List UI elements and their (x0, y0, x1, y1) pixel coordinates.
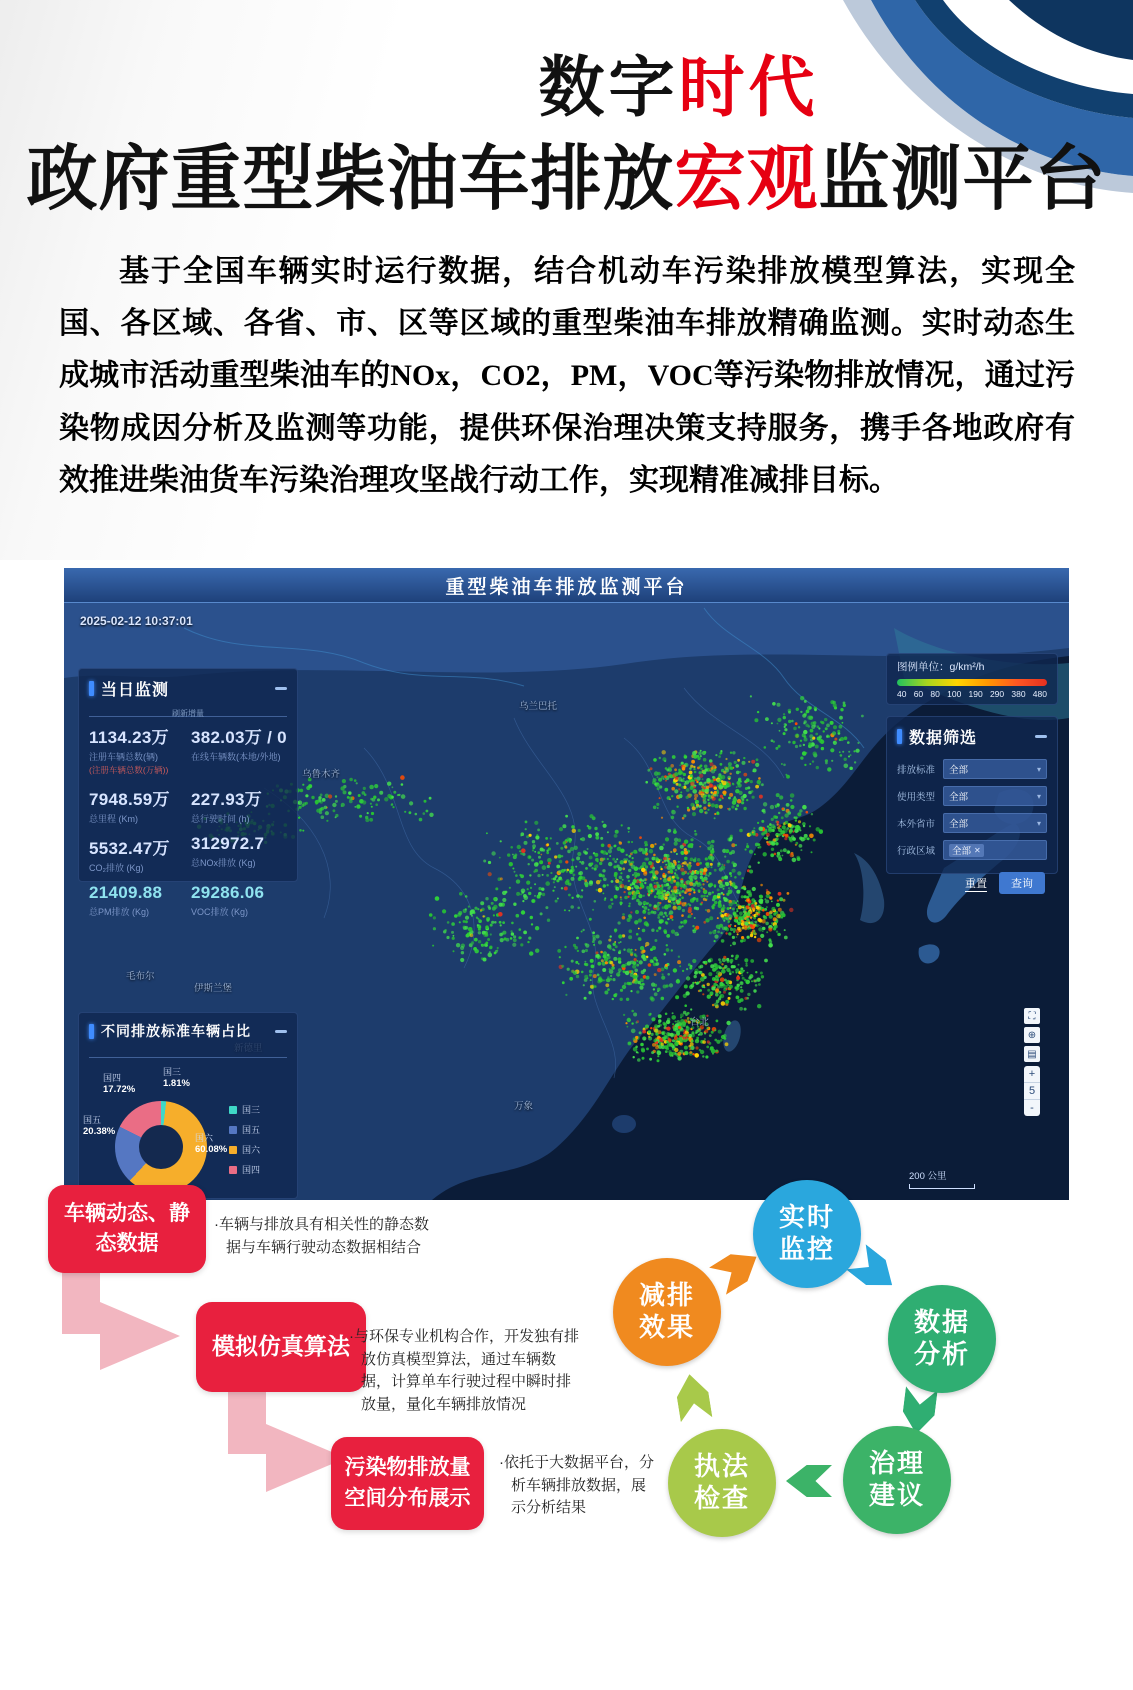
flow-desc-distribution: ·依托于大数据平台，分析车辆排放数据，展示分析结果 (499, 1454, 654, 1516)
donut-legend (229, 1103, 260, 1183)
scale-bar: 200 公里 (909, 1168, 975, 1189)
filter-row-emission-standard: 排放标准 全部 ▾ (897, 759, 1047, 779)
stat-co2: 5532.47万 CO₂排放 (Kg) (89, 839, 170, 873)
remove-tag-icon[interactable]: ✕ (974, 845, 981, 855)
collapse-icon[interactable] (275, 687, 287, 690)
reset-button[interactable]: 重置 (965, 875, 987, 892)
fullscreen-icon[interactable]: ⛶ (1024, 1008, 1040, 1024)
zoom-level: 5 (1024, 1082, 1040, 1100)
dashboard-header (64, 568, 1069, 603)
legend-swatch (229, 1126, 237, 1134)
stats-grid (79, 717, 297, 924)
map-label: 乌鲁木齐 (302, 769, 341, 780)
collapse-icon[interactable] (275, 1030, 287, 1033)
chevron-down-icon: ▾ (1036, 764, 1041, 774)
intro-paragraph: 基于全国车辆实时运行数据，结合机动车污染排放模型算法，实现全国、各区域、各省、市、区等区域的重型柴油车排放精确监测。实时动态生成城市活动重型柴油车的NOx，CO2，PM，VOC等污染物排放情况，通过污染物成因分析及监测等功能，提供环保治理决策支持服务，携手各地政府有效推进柴油货车污染治理攻坚战行动工作，实现精准减排目标。 (59, 255, 1075, 497)
donut-callout-guo4: 国四 17.72% (103, 1073, 136, 1095)
emission-standard-share-panel (78, 1012, 298, 1199)
cycle-law-enforcement: 执法检查 (668, 1429, 776, 1537)
filter-row-local-foreign: 本外省市 全部 ▾ (897, 813, 1047, 833)
refresh-note: 刷新增量 (172, 709, 204, 718)
donut-callout-guo3: 国三 1.81% (163, 1067, 190, 1089)
zoom-out-button[interactable]: - (1030, 1102, 1034, 1114)
legend-item[interactable]: 国四 (229, 1163, 260, 1176)
today-panel-title: 当日监测 (101, 682, 170, 699)
flow-box-distribution: 污染物排放量空间分布展示 (331, 1437, 484, 1530)
legend-swatch (229, 1146, 237, 1154)
flow-desc-simulation: ·与环保专业机构合作，开发独有排放仿真模型算法，通过车辆数据，计算单车行驶过程中瞬时排放量，量化车辆排放情况 (349, 1328, 579, 1413)
legend-item[interactable]: 国三 (229, 1103, 260, 1116)
poster-title-line2 (0, 122, 1133, 224)
donut-chart (115, 1101, 207, 1193)
flow-box-simulation: 模拟仿真算法 (196, 1302, 366, 1392)
title2-red: 宏观 (674, 140, 819, 219)
collapse-icon[interactable] (1035, 735, 1047, 738)
cycle-emission-reduction: 减排效果 (613, 1258, 721, 1366)
cycle-governance-advice: 治理建议 (843, 1426, 951, 1534)
filter-row-admin-region: 行政区域 全部 ✕ (897, 840, 1047, 860)
chevron-down-icon: ▾ (1036, 791, 1041, 801)
legend-swatch (229, 1106, 237, 1114)
poster-title-line1 (112, 34, 1133, 129)
flow-desc-vehicle-data: ·车辆与排放具有相关性的静态数据与车辆行驶动态数据相结合 (214, 1216, 429, 1256)
scale-bar-line (909, 1184, 975, 1189)
selected-tag[interactable]: 全部 ✕ (949, 844, 984, 857)
today-monitor-panel (78, 668, 298, 917)
zoom-control (1024, 1066, 1040, 1116)
stat-voc: 29286.06 VOC排放 (Kg) (191, 883, 265, 917)
legend-swatch (229, 1166, 237, 1174)
map-label: 毛布尔 (126, 971, 155, 982)
locate-icon[interactable]: ⊕ (1024, 1027, 1040, 1043)
legend-ticks: 40 60 80 100 190 290 380 480 (897, 689, 1047, 699)
map-legend-panel (886, 653, 1058, 705)
title1-red: 时代 (678, 50, 819, 124)
query-button[interactable]: 查询 (999, 872, 1045, 894)
zoom-in-button[interactable]: + (1028, 1068, 1036, 1080)
cycle-data-analysis: 数据分析 (888, 1285, 996, 1393)
donut-callout-guo5: 国五 20.38% (83, 1115, 116, 1137)
map-label: 伊斯兰堡 (194, 983, 233, 994)
panel-divider (89, 704, 287, 717)
donut-panel-title: 不同排放标准车辆占比 (101, 1023, 251, 1039)
layers-icon[interactable]: ▤ (1024, 1046, 1040, 1062)
stat-online-vehicles: 382.03万 / 0 在线车辆数(本地/外地) (191, 728, 287, 762)
map-label: 台北 (690, 1017, 710, 1028)
cycle-arrow-to-enforcement (786, 1462, 832, 1500)
dashboard-title: 重型柴油车排放监测平台 (445, 576, 688, 598)
donut-callout-guo6: 国六 60.08% (195, 1133, 228, 1155)
legend-unit-label: 图例单位：g/km²/h (897, 661, 985, 673)
stat-registered-vehicles: 1134.23万 注册车辆总数(辆) (注册车辆总数(万辆)) (89, 723, 185, 776)
admin-region-select[interactable] (943, 840, 1047, 860)
legend-item[interactable]: 国五 (229, 1123, 260, 1136)
filter-row-usage-type: 使用类型 全部 ▾ (897, 786, 1047, 806)
legend-gradient-bar (897, 679, 1047, 686)
title1-black: 数字 (538, 50, 679, 124)
panel-accent (89, 1024, 94, 1039)
stat-pm: 21409.88 总PM排放 (Kg) (89, 883, 163, 917)
map-toolbar (1024, 1008, 1040, 1062)
timestamp: 2025-02-12 10:37:01 (80, 614, 193, 628)
panel-accent (89, 681, 94, 696)
title2-pre: 政府重型柴油车排放 (26, 140, 675, 219)
stat-total-mileage: 7948.59万 总里程 (Km) (89, 790, 170, 824)
panel-divider (89, 1045, 287, 1058)
emission-standard-select[interactable]: 全部 ▾ (943, 759, 1047, 779)
title2-post: 监测平台 (818, 140, 1107, 219)
map-label: 万象 (514, 1101, 534, 1112)
usage-type-select[interactable]: 全部 ▾ (943, 786, 1047, 806)
panel-accent (897, 729, 902, 744)
cycle-arrow-to-reduction (671, 1371, 716, 1422)
stat-nox: 312972.7 总NOx排放 (Kg) (191, 834, 265, 868)
chevron-down-icon: ▾ (1036, 818, 1041, 828)
stat-note: (注册车辆总数(万辆)) (89, 765, 169, 775)
map-label: 乌兰巴托 (519, 701, 558, 712)
local-foreign-select[interactable]: 全部 ▾ (943, 813, 1047, 833)
filter-panel-title: 数据筛选 (909, 730, 978, 747)
stat-driving-time: 227.93万 总行驶时间 (h) (191, 790, 263, 824)
dashboard (64, 568, 1069, 1200)
legend-item[interactable]: 国六 (229, 1143, 260, 1156)
cycle-realtime-monitoring: 实时监控 (753, 1180, 861, 1288)
flow-box-vehicle-data: 车辆动态、静态数据 (48, 1185, 206, 1273)
data-filter-panel (886, 716, 1058, 890)
